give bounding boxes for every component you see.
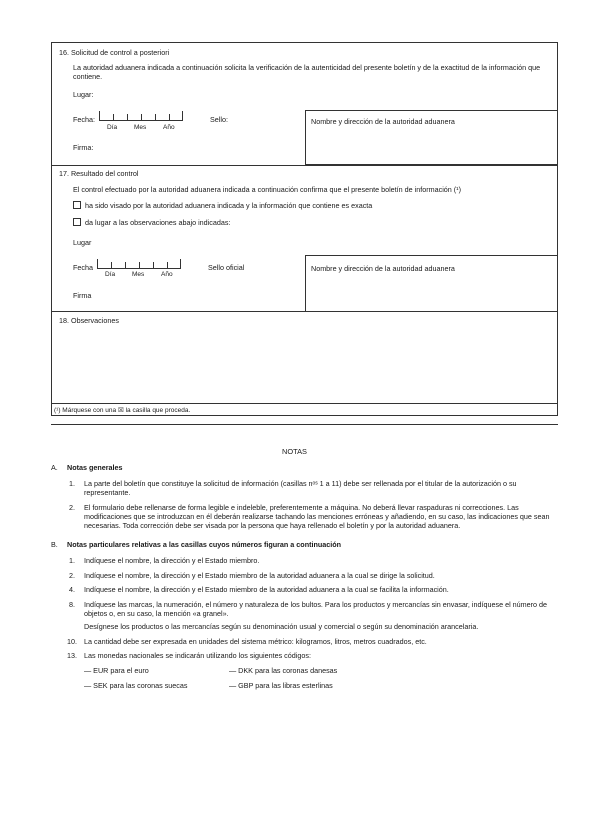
currency-sek: — SEK para las coronas suecas <box>84 681 188 690</box>
box16-ano: Año <box>163 124 175 131</box>
separator-line <box>51 424 558 425</box>
box16-date-field[interactable] <box>99 111 183 121</box>
box16-authority-label: Nombre y dirección de la autoridad aduanera <box>311 117 455 126</box>
box17-date-field[interactable] <box>97 259 181 269</box>
box16-dia: Día <box>107 124 118 131</box>
box16-firma: Firma: <box>73 143 94 152</box>
notes-b1-text: Indíquese el nombre, la dirección y el Estado miembro. <box>84 556 260 565</box>
currency-eur: — EUR para el euro <box>84 666 149 675</box>
notes-b2-num: 2. <box>69 571 75 580</box>
notes-a1-text: La parte del boletín que constituye la solicitud de información (casillas nᵒˢ 1 a 11) debe ser rellenada por el titular de la autorización o su representante. <box>84 479 517 497</box>
box17-option2-label: da lugar a las observaciones abajo indicadas: <box>85 218 231 227</box>
box16-heading: 16. Solicitud de control a posteriori <box>59 48 170 57</box>
box18-observaciones-area[interactable] <box>59 328 551 403</box>
box16-mes: Mes <box>134 124 147 131</box>
notes-b8-text: Indíquese las marcas, la numeración, el número y naturaleza de los bultos. Para los productos y mercancías sin envasar, indíquese el número de objetos o, en su caso, la mención «a granel». <box>84 600 548 618</box>
box16-text: La autoridad aduanera indicada a continuación solicita la verificación de la autenticidad del presente boletín y de la exactitud de la información que contiene. <box>73 63 541 81</box>
box17-authority-box[interactable] <box>305 255 558 312</box>
notes-a-label: A. <box>51 463 58 472</box>
box17-sello: Sello oficial <box>208 263 245 272</box>
notes-b10-text: La cantidad debe ser expresada en unidades del sistema métrico: kilogramos, litros, metros cuadrados, etc. <box>84 637 427 646</box>
box17-lugar: Lugar <box>73 238 92 247</box>
notes-a2-num: 2. <box>69 503 75 512</box>
notes-b13-num: 13. <box>67 651 77 660</box>
currency-gbp: — GBP para las libras esterlinas <box>229 681 333 690</box>
notes-b1-num: 1. <box>69 556 75 565</box>
notes-b8-num: 8. <box>69 600 75 609</box>
box17-authority-label: Nombre y dirección de la autoridad aduanera <box>311 264 455 273</box>
control-form <box>51 42 558 416</box>
box16-fecha: Fecha: <box>73 115 95 124</box>
box17-dia: Día <box>105 271 116 278</box>
box16-authority-box[interactable] <box>305 110 558 165</box>
box18-heading: 18. Observaciones <box>59 316 119 325</box>
checkbox-observaciones[interactable] <box>73 218 81 226</box>
box17-fecha: Fecha <box>73 263 93 272</box>
notes-b13-text: Las monedas nacionales se indicarán utilizando los siguientes códigos: <box>84 651 311 660</box>
notes-a-title: Notas generales <box>67 463 123 472</box>
box17-option2[interactable] <box>73 218 230 227</box>
checkbox-visado[interactable] <box>73 201 81 209</box>
currency-dkk: — DKK para las coronas danesas <box>229 666 338 675</box>
box17-ano: Año <box>161 271 173 278</box>
notes-b2-text: Indíquese el nombre, la dirección y el Estado miembro de la autoridad aduanera a la cual se dirige la solicitud. <box>84 571 435 580</box>
box17-text: El control efectuado por la autoridad aduanera indicada a continuación confirma que el presente boletín de información (¹) <box>73 185 461 194</box>
box16-lugar: Lugar: <box>73 90 94 99</box>
notes-a1-num: 1. <box>69 479 75 488</box>
notes-b8-extra: Desígnese los productos o las mercancías según su denominación usual y comercial o según su denominación arancelaria. <box>84 622 479 631</box>
notes-b-title: Notas particulares relativas a las casillas cuyos números figuran a continuación <box>67 540 342 549</box>
box17-firma: Firma <box>73 291 92 300</box>
notes-b10-num: 10. <box>67 637 77 646</box>
notes-b4-num: 4. <box>69 585 75 594</box>
box16-sello: Sello: <box>210 115 228 124</box>
box17-option1-label: ha sido visado por la autoridad aduanera indicada y la información que contiene es exacta <box>85 201 373 210</box>
box17-mes: Mes <box>132 271 145 278</box>
footnote: (¹) Márquese con una ☒ la casilla que proceda. <box>54 407 191 414</box>
box17-heading: 17. Resultado del control <box>59 169 139 178</box>
notes-b-label: B. <box>51 540 58 549</box>
notes-title: NOTAS <box>282 447 307 456</box>
notes-b4-text: Indíquese el nombre, la dirección y el Estado miembro de la autoridad aduanera a la cual se facilita la información. <box>84 585 449 594</box>
box17-option1[interactable] <box>73 201 372 210</box>
notes-a2-text: El formulario debe rellenarse de forma legible e indeleble, preferentemente a máquina. No deberá llevar raspaduras ni correcciones. Las modificaciones que se introduzcan en él deberán realizarse tachando las menciones erróneas y añadiendo, en su caso, las indicaciones que sean necesarias. Toda corrección debe ser visada por la persona que haya rellenado el boletín y por la autoridad aduanera. <box>84 503 550 530</box>
